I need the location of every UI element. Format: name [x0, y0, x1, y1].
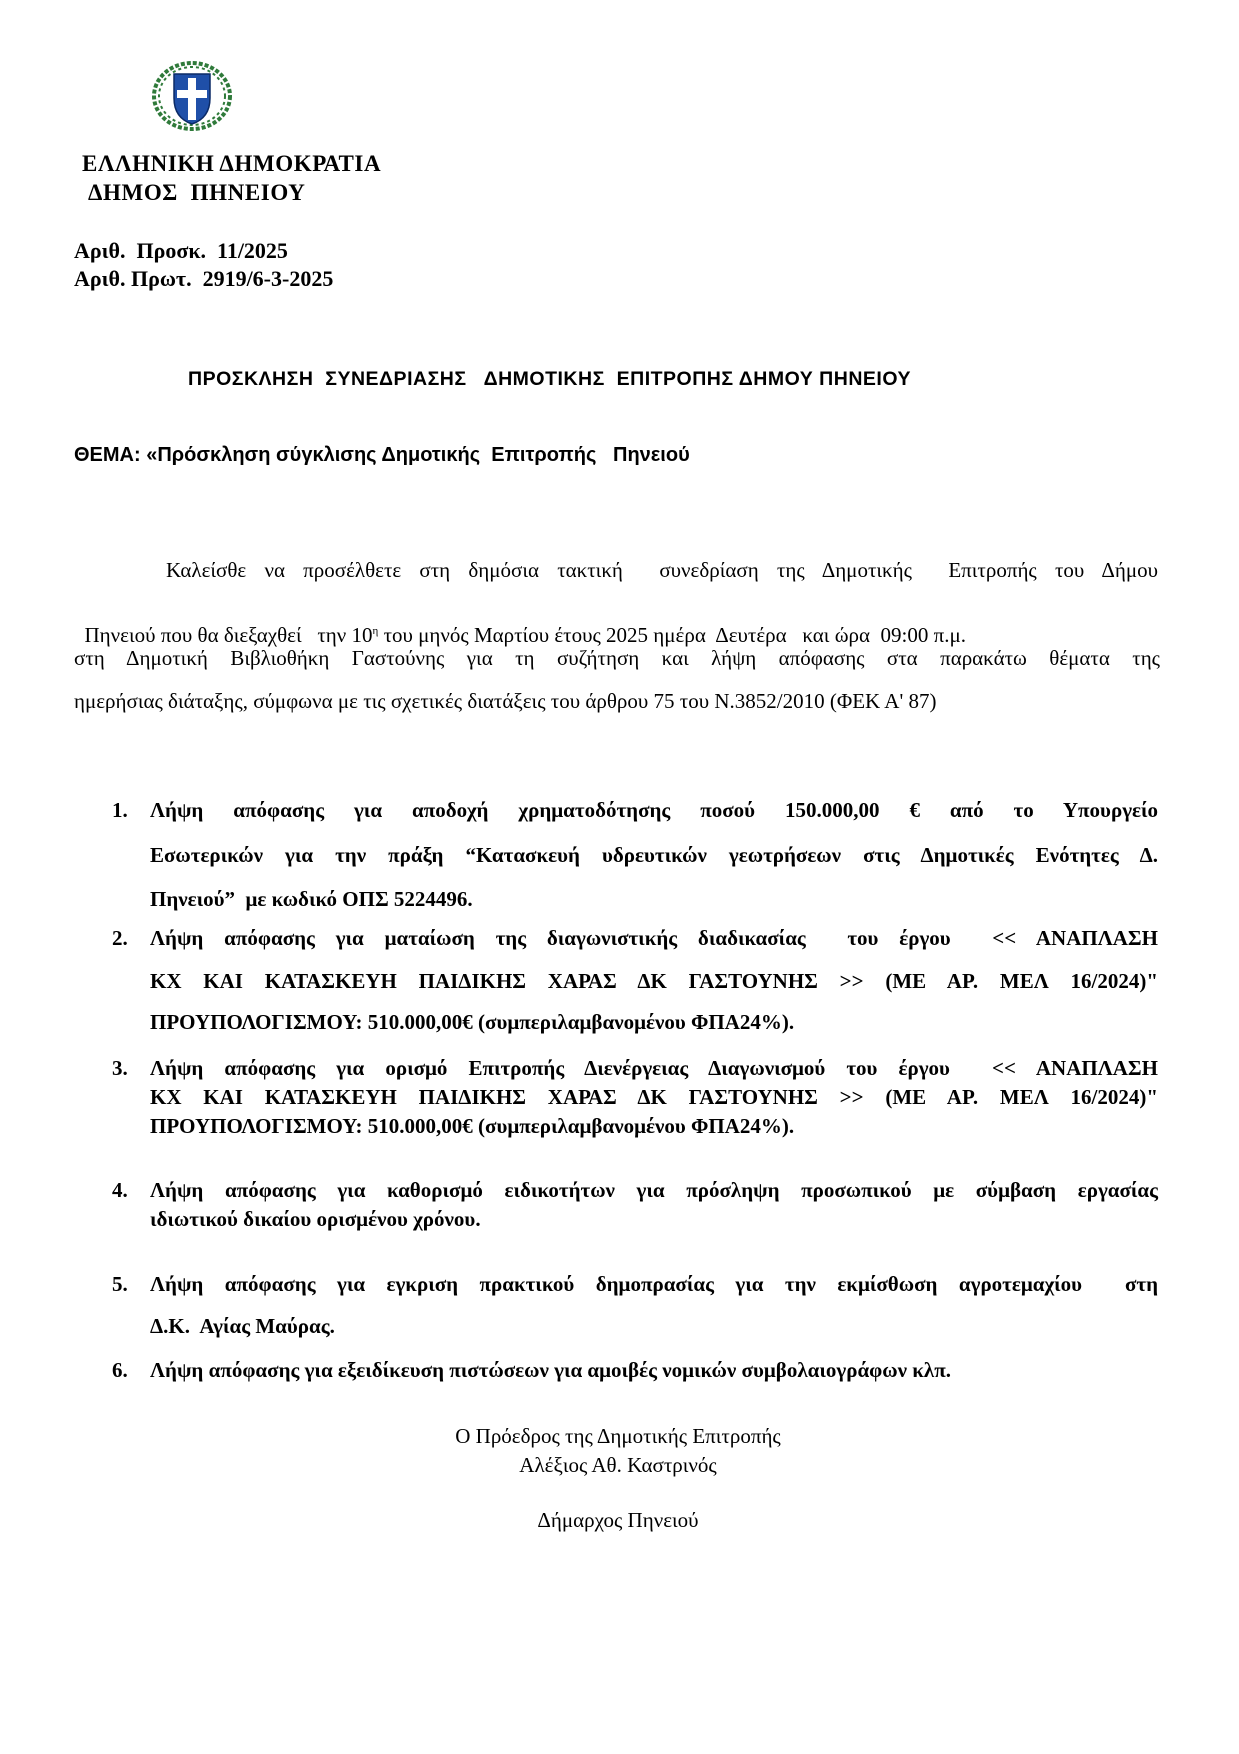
agenda-item-5-line-1: Λήψη απόφασης για εγκριση πρακτικού δημοπρασίας για την εκμίσθωση αγροτεμαχίου στη — [150, 1272, 1158, 1296]
agenda-item-2-number: 2. — [112, 926, 128, 950]
greek-republic-emblem — [150, 60, 234, 132]
agenda-item-6-number: 6. — [112, 1358, 128, 1382]
agenda-item-3-line-1: Λήψη απόφασης για ορισμό Επιτροπής Διενέργειας Διαγωνισμού του έργου << ΑΝΑΠΛΑΣΗ — [150, 1056, 1158, 1080]
subject-line: ΘΕΜΑ: «Πρόσκληση σύγκλισης Δημοτικής Επιτροπής Πηνειού — [74, 444, 690, 466]
agenda-item-2-line-3: ΠΡΟΥΠΟΛΟΓΙΣΜΟΥ: 510.000,00€ (συμπεριλαμβανομένου ΦΠΑ24%). — [150, 1010, 795, 1034]
protocol-number: Αριθ. Πρωτ. 2919/6-3-2025 — [74, 266, 334, 291]
agenda-item-5-number: 5. — [112, 1272, 128, 1296]
body-line-3: στη Δημοτική Βιβλιοθήκη Γαστούνης για τη συζήτηση και λήψη απόφασης στα παρακάτω θέματα της — [74, 646, 1160, 670]
agenda-item-1-line-1: Λήψη απόφασης για αποδοχή χρηματοδότησης ποσού 150.000,00 € από το Υπουργείο — [150, 798, 1158, 822]
signature-role: Ο Πρόεδρος της Δημοτικής Επιτροπής — [455, 1424, 781, 1448]
shield-cross-icon — [174, 74, 210, 124]
municipality-name: ΔΗΜΟΣ ΠΗΝΕΙΟΥ — [88, 180, 306, 205]
body-line-2 — [74, 604, 1160, 646]
page-title: ΠΡΟΣΚΛΗΣΗ ΣΥΝΕΔΡΙΑΣΗΣ ΔΗΜΟΤΙΚΗΣ ΕΠΙΤΡΟΠΗΣ ΔΗΜΟΥ ΠΗΝΕΙΟΥ — [188, 368, 911, 390]
agenda-item-3-line-3: ΠΡΟΥΠΟΛΟΓΙΣΜΟΥ: 510.000,00€ (συμπεριλαμβανομένου ΦΠΑ24%). — [150, 1114, 795, 1138]
agenda-item-6-line-1: Λήψη απόφασης για εξειδίκευση πιστώσεων για αμοιβές νομικών συμβολαιογράφων κλπ. — [150, 1358, 951, 1382]
agenda-item-3-number: 3. — [112, 1056, 128, 1080]
agenda-item-2-line-1: Λήψη απόφασης για ματαίωση της διαγωνιστικής διαδικασίας του έργου << ΑΝΑΠΛΑΣΗ — [150, 926, 1158, 950]
agenda-item-3-line-2: ΚΧ ΚΑΙ ΚΑΤΑΣΚΕΥΗ ΠΑΙΔΙΚΗΣ ΧΑΡΑΣ ΔΚ ΓΑΣΤΟΥΝΗΣ >> (ΜΕ ΑΡ. ΜΕΛ 16/2024)" — [150, 1085, 1158, 1109]
signature-name: Αλέξιος Αθ. Καστρινός — [519, 1453, 717, 1477]
body-line-1: Καλείσθε να προσέλθετε στη δημόσια τακτική συνεδρίαση της Δημοτικής Επιτροπής του Δήμου — [166, 558, 1158, 582]
invitation-number: Αριθ. Προσκ. 11/2025 — [74, 238, 288, 263]
agenda-item-2-line-2: ΚΧ ΚΑΙ ΚΑΤΑΣΚΕΥΗ ΠΑΙΔΙΚΗΣ ΧΑΡΑΣ ΔΚ ΓΑΣΤΟΥΝΗΣ >> (ΜΕ ΑΡ. ΜΕΛ 16/2024)" — [150, 969, 1158, 993]
agenda-item-4-number: 4. — [112, 1178, 128, 1202]
agenda-item-1-line-3: Πηνειού” με κωδικό ΟΠΣ 5224496. — [150, 887, 473, 911]
signature-title: Δήμαρχος Πηνειού — [537, 1508, 699, 1532]
body-line-2-text: Πηνειού που θα διεξαχθεί την $10^\eta$ του μηνός Μαρτίου έτους 2025 ημέρα Δευτέρα και ώρα 09:00 π.μ. — [84, 623, 966, 647]
agenda-item-5-line-2: Δ.Κ. Αγίας Μαύρας. — [150, 1314, 335, 1338]
agenda-item-1-line-2: Εσωτερικών για την πράξη “Κατασκευή υδρευτικών γεωτρήσεων στις Δημοτικές Ενότητες Δ. — [150, 843, 1158, 867]
agenda-item-4-line-1: Λήψη απόφασης για καθορισμό ειδικοτήτων για πρόσληψη προσωπικού με σύμβαση εργασίας — [150, 1178, 1158, 1202]
agenda-item-4-line-2: ιδιωτικού δικαίου ορισμένου χρόνου. — [150, 1207, 481, 1231]
country-name: ΕΛΛΗΝΙΚΗ ΔΗΜΟΚΡΑΤΙΑ — [82, 151, 382, 176]
body-line-4: ημερήσιας διάταξης, σύμφωνα με τις σχετικές διατάξεις του άρθρου 75 του Ν.3852/2010 (ΦΕΚ Α' 87) — [74, 689, 937, 713]
agenda-item-1-number: 1. — [112, 798, 128, 822]
